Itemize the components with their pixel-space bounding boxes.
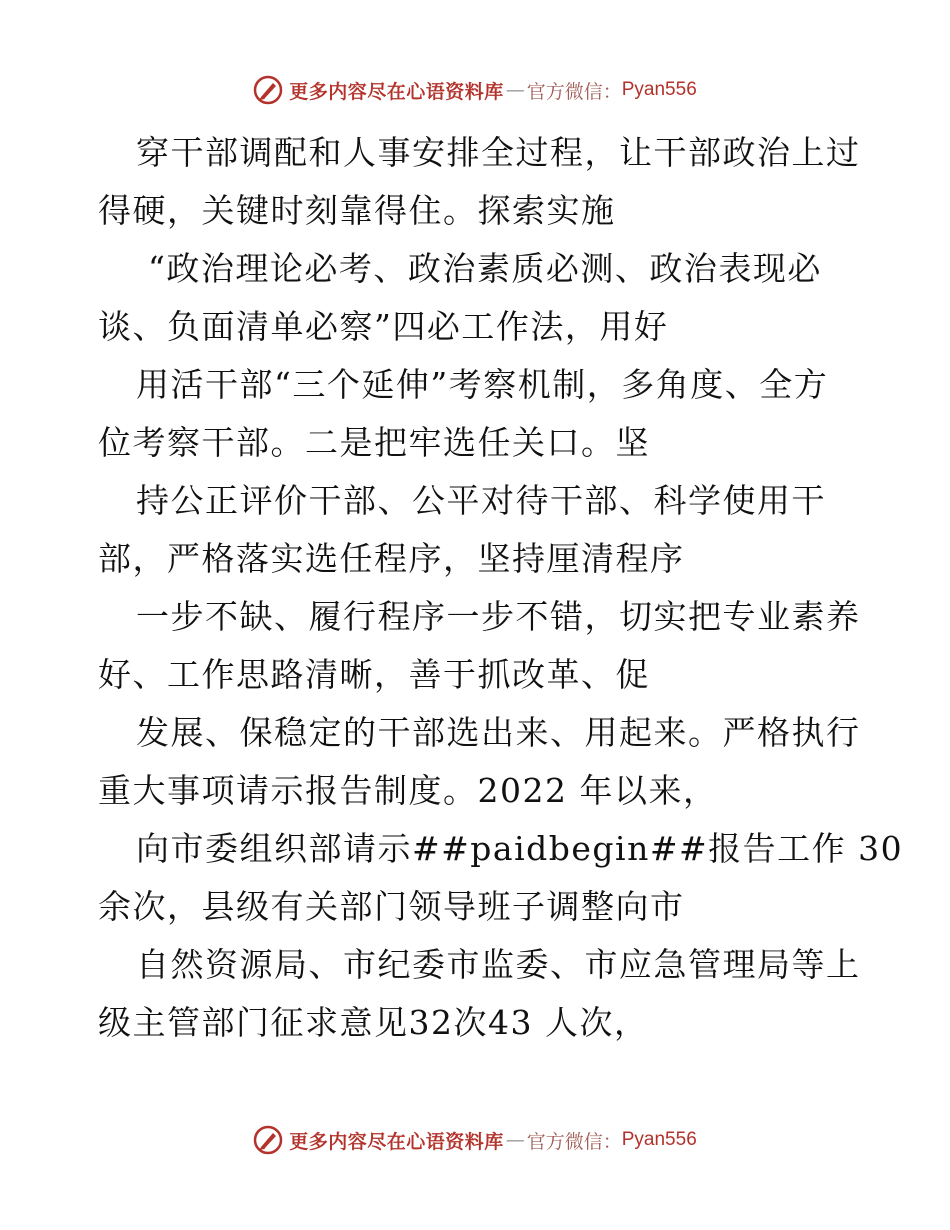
text-line: 一步不缺、履行程序一步不错，切实把专业素养 xyxy=(136,597,861,636)
header-watermark xyxy=(0,70,950,110)
text-line: “政治理论必考、政治素质必测、政治表现必 xyxy=(148,249,822,288)
watermark-dash: — xyxy=(505,1129,525,1151)
text-line: 位考察干部。二是把牢选任关口。坚 xyxy=(98,423,650,462)
footer-watermark xyxy=(0,1120,950,1160)
watermark-wechat-label: 官方微信： xyxy=(526,80,622,103)
text-line: 发展、保稳定的干部选出来、用起来。严格执行 xyxy=(136,713,861,752)
text-line: 用活干部“三个延伸”考察机制，多角度、全方 xyxy=(136,365,829,404)
document-body xyxy=(98,124,904,1052)
logo-icon xyxy=(253,75,283,105)
watermark-wechat-label: 官方微信： xyxy=(526,1130,622,1153)
watermark-wechat-id: Pyan556 xyxy=(621,79,697,100)
text-line: 重大事项请示报告制度。2022 年以来， xyxy=(98,771,718,810)
text-line: 穿干部调配和人事安排全过程，让干部政治上过 xyxy=(136,133,861,172)
text-line: 向市委组织部请示##paidbegin##报告工作 30 xyxy=(136,829,904,868)
text-line: 自然资源局、市纪委市监委、市应急管理局等上 xyxy=(136,945,861,984)
text-line: 级主管部门征求意见32次43 人次， xyxy=(98,1003,649,1042)
text-line: 好、工作思路清晰，善于抓改革、促 xyxy=(98,655,650,694)
text-line: 谈、负面清单必察”四必工作法，用好 xyxy=(98,307,669,346)
logo-icon xyxy=(253,1125,283,1155)
watermark-dash: — xyxy=(505,79,525,101)
watermark-site-text: 更多内容尽在心语资料库 xyxy=(289,80,504,103)
text-line: 余次，县级有关部门领导班子调整向市 xyxy=(98,887,685,926)
watermark-wechat-id: Pyan556 xyxy=(621,1129,697,1150)
text-line: 持公正评价干部、公平对待干部、科学使用干 xyxy=(136,481,826,520)
watermark-site-text: 更多内容尽在心语资料库 xyxy=(289,1130,504,1153)
text-line: 得硬，关键时刻靠得住。探索实施 xyxy=(98,191,616,230)
text-line: 部，严格落实选任程序，坚持厘清程序 xyxy=(98,539,685,578)
